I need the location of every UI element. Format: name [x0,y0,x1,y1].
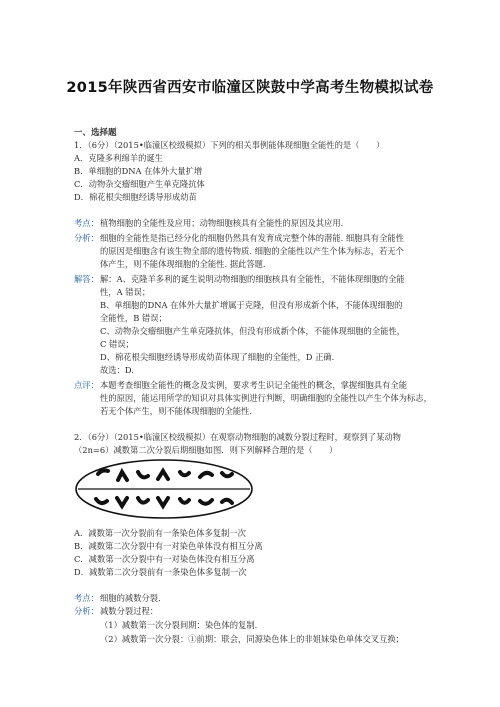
q1-dianping-label: 点评： [74,380,99,390]
q1-jieda-line: 性，A 错误； [100,287,151,297]
section-heading: 一、选择题 [74,128,117,138]
q2-kaodian-text: 细胞的减数分裂. [100,593,161,603]
chromosome [117,498,127,506]
q1-jieda-line: B、单细胞的DNA 在体外大量扩增属于克隆，但没有形成新个体，不能体现细胞的 [100,300,403,310]
q2-option-b: B．减数第二次分裂中有一对染色单体没有相互分离 [74,541,263,551]
q2-option-a: A．减数第一次分裂前有一条染色体多复制一次 [74,528,246,538]
q1-option-d: D．棉花根尖细胞经诱导形成幼苗 [74,192,197,202]
q1-jieda-label: 解答： [74,274,99,284]
chromosome [200,500,212,504]
cell-division-figure [74,458,254,520]
chromosome [158,498,168,506]
q2-fenxi-label: 分析： [74,606,99,616]
q1-fenxi-line: 细胞的全能性是指已经分化的细胞仍然具有发育成完整个体的潜能. 细胞具有全能性 [100,233,404,243]
q1-fenxi-line: 体产生，则不能体现细胞的全能性. 据此答题. [100,259,266,269]
q1-fenxi-line: 的原因是细胞含有该生物全部的遗传物质. 细胞的全能性以产生个体为标志，若无个 [100,246,404,256]
chromosome [98,470,108,474]
q2-fenxi-line: （1）减数第一次分裂间期：染色体的复制. [100,620,258,630]
q1-jieda-line: C 错误； [100,339,134,349]
q2-fenxi-line: 减数分裂过程： [100,606,159,616]
chromosome [200,473,212,477]
q1-jieda-line: D、棉花根尖细胞经诱导形成幼苗体现了细胞的全能性，D 正确. [100,352,335,362]
chromosome [118,472,127,480]
q1-dianping-line: 性的原因，能运用所学的知识对具体实例进行判断，明确细胞的全能性以产生个体为标志， [100,393,432,403]
q1-option-c: C．动物杂交瘤细胞产生单克隆抗体 [74,179,205,189]
q1-jieda-line: 故选：D. [100,365,134,375]
q1-jieda-line: C、动物杂交瘤细胞产生单克隆抗体，但没有形成新个体，不能体现细胞的全能性， [100,326,406,336]
q2-fenxi-line: （2）减数第一次分裂：①前期：联会，同源染色体上的非姐妹染色单体交叉互换； [100,634,404,644]
q1-dianping-line: 本题考查细胞全能性的概念及实例，要求考生识记全能性的概念，掌握细胞具有全能 [100,380,407,390]
chromosome [222,473,232,476]
question-1-stem: 1．（6分）（2015•临潼区校级模拟）下列的相关事例能体现细胞全能性的是（ ） [74,140,385,150]
q1-option-a: A．克隆多利绵羊的诞生 [74,153,163,163]
chromosome [96,499,107,503]
q2-option-c: C．减数第一次分裂中有一对染色体没有相互分离 [74,554,255,564]
chromosome [158,471,168,479]
q1-jieda-line: 全能性，B 错误； [100,313,167,323]
q1-kaodian-text: 植物细胞的全能性及应用；动物细胞核具有全能性的原因及其应用. [100,218,344,228]
question-2-stem: 2．（6分）（2015•临潼区校级模拟）在观察动物细胞的减数分裂过程时，观察到了某动物 [74,432,401,442]
q1-kaodian-label: 考点： [74,218,99,228]
chromosome [138,472,148,477]
q2-option-d: D．减数第二次分裂前有一条染色体多复制一次 [74,567,247,577]
q1-dianping-line: 若无个体产生，则不能体现细胞的全能性. [100,406,252,416]
chromosome [138,498,148,503]
chromosome [222,500,232,503]
q1-jieda-line: 解：A、克隆羊多利的诞生说明动物细胞的细胞核具有全能性，不能体现细胞的全能 [100,274,405,284]
q1-option-b: B．单细胞的DNA 在体外大量扩增 [74,166,203,176]
q2-kaodian-label: 考点： [74,593,99,603]
chromosome [180,472,189,475]
q1-fenxi-label: 分析： [74,233,99,243]
chromosome [180,499,189,503]
question-2-stem: （2n=6）减数第二次分裂后期细胞如图．则下列解释合理的是（ ） [74,445,338,455]
page-title: 2015年陕西省西安市临潼区陕鼓中学高考生物模拟试卷 [66,80,434,96]
